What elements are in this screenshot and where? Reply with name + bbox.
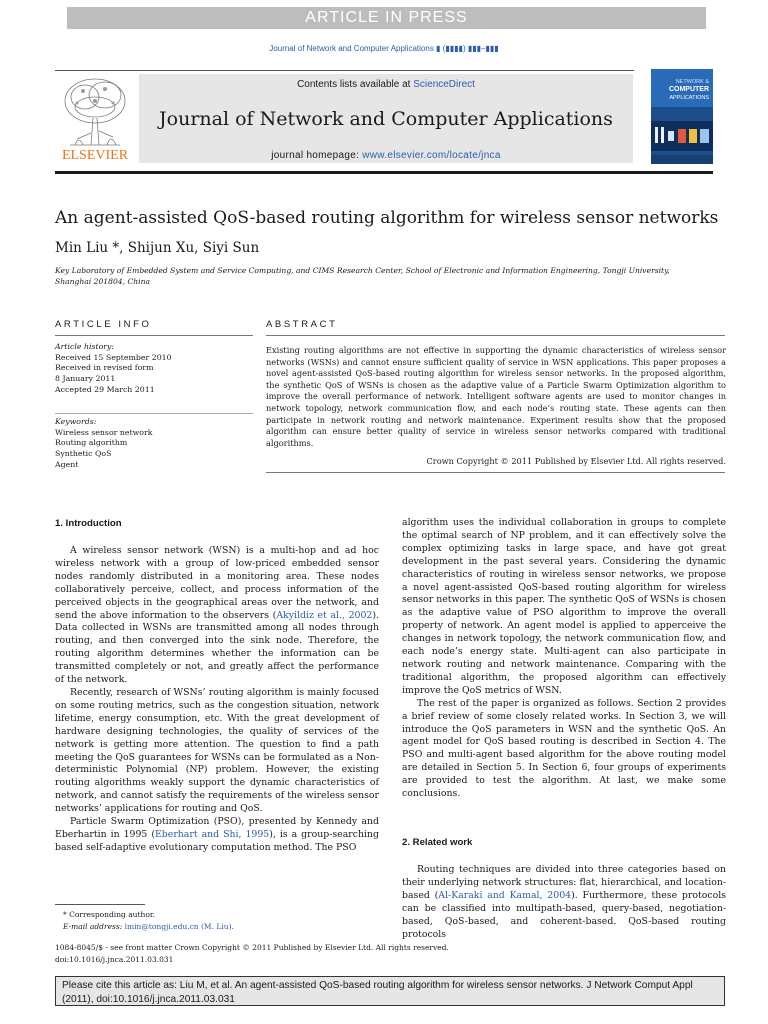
right-column-body: [402, 517, 726, 801]
abstract-bottom-rule: [266, 472, 725, 473]
header-top-rule: [55, 70, 634, 71]
article-history: [55, 342, 250, 396]
related-work-body: [402, 864, 726, 941]
header-bottom-rule: [55, 171, 713, 174]
history-item: Received 15 September 2010: [55, 352, 172, 362]
article-keywords: [55, 417, 250, 471]
history-label: Article history:: [55, 342, 115, 351]
paragraph: Routing techniques are divided into three categories based on their underlying network structures: flat, hierarchical, and location-based (Al-Karaki and Kamal, 2004). Furthermore, these protocols can be classified into multipath-based, query-based, negotiation-based, QoS-based, and coherent-based. QoS-based routing protocols: [402, 864, 726, 940]
history-item: Accepted 29 March 2011: [55, 384, 155, 394]
abstract-copyright: Crown Copyright © 2011 Published by Elsevier Ltd. All rights reserved.: [426, 456, 726, 466]
article-in-press-banner: ARTICLE IN PRESS: [67, 7, 706, 29]
article-info-heading: ARTICLE INFO: [55, 319, 152, 330]
journal-cover-art: [651, 69, 713, 164]
footnote: [55, 909, 355, 932]
affiliation-line: Key Laboratory of Embedded System and Service Computing, and CIMS Research Center, School of Electronic and Information Engineering, Tongji University,: [55, 266, 670, 275]
corresponding-author-note: * Corresponding author.: [63, 910, 156, 919]
left-column-body: [55, 545, 379, 855]
paragraph: Recently, research of WSNs’ routing algorithm is mainly focused on some routing metrics, such as the congestion situation, network lifetime, energy consumption, etc. With the great development of hardware designing technologies, the quality of services of the network is getting more attention. The question to find a path meeting the QoS guarantees for WSNs can be formulated as a Non-deterministic Polynomial (NP) problem. However, the existing routing algorithms weakly support the dynamic characteristics of network, and cannot satisfy the requirements of the wireless sensor networks’ applications for routing and QoS.: [55, 686, 379, 815]
article-authors: Min Liu *, Shijun Xu, Siyi Sun: [55, 240, 260, 256]
section-heading-related-work: 2. Related work: [402, 837, 473, 848]
front-matter: [55, 942, 555, 965]
keyword-item: Wireless sensor network: [55, 427, 153, 437]
cite-this-article-box: Please cite this article as: Liu M, et al. An agent-assisted QoS-based routing algorithm for wireless sensor networks. J Network Comput Appl (2011), doi:10.1016/j.jnca.2011.03.031: [55, 976, 725, 1006]
citation-link[interactable]: Eberhart and Shi, 1995: [154, 828, 270, 840]
citation-link[interactable]: Akyildiz et al., 2002: [276, 609, 373, 621]
homepage-link[interactable]: www.elsevier.com/locate/jnca: [362, 150, 501, 161]
keyword-item: Routing algorithm: [55, 438, 128, 448]
history-item: Received in revised form: [55, 363, 154, 373]
svg-text:APPLICATIONS: APPLICATIONS: [669, 95, 709, 101]
front-matter-line: 1084-8045/$ - see front matter Crown Copyright © 2011 Published by Elsevier Ltd. All rights reserved.: [55, 943, 449, 952]
abstract-rule: [266, 335, 725, 336]
keyword-item: Synthetic QoS: [55, 449, 112, 459]
svg-text:ELSEVIER: ELSEVIER: [61, 148, 129, 163]
doi-line: doi:10.1016/j.jnca.2011.03.031: [55, 954, 174, 964]
affiliation-line: Shanghai 201804, China: [55, 277, 150, 286]
email-link[interactable]: lmin@tongji.edu.cn (M. Liu).: [122, 921, 234, 931]
section-heading-introduction: 1. Introduction: [55, 518, 122, 529]
article-info-rule: [55, 335, 253, 336]
footnote-rule: [55, 904, 145, 905]
sciencedirect-link[interactable]: ScienceDirect: [413, 79, 475, 90]
history-item: 8 January 2011: [55, 374, 116, 384]
author-affiliation: [55, 265, 695, 287]
keywords-rule: [55, 413, 253, 414]
abstract-heading: ABSTRACT: [266, 319, 338, 330]
contents-prefix: Contents lists available at: [297, 79, 414, 90]
contents-line: [139, 79, 633, 90]
paragraph: The rest of the paper is organized as follows. Section 2 provides a brief review of some closely related works. In Section 3, we will introduce the QoS parameters in WSN and the synthetic QoS. An agent model for QoS based routing is described in Section 4. The PSO and multi-agent based algorithm for the above routing model are detailed in Section 5. In Section 6, four groups of experiments are provided to test the algorithm. At last, we make some conclusions.: [402, 697, 726, 800]
svg-text:COMPUTER: COMPUTER: [668, 86, 709, 93]
article-title: An agent-assisted QoS-based routing algorithm for wireless sensor networks: [55, 208, 719, 228]
email-note: E-mail address: lmin@tongji.edu.cn (M. Liu).: [63, 921, 234, 931]
elsevier-tree-icon: [55, 73, 135, 163]
keyword-item: Agent: [55, 459, 79, 469]
journal-homepage-line: [139, 150, 633, 161]
journal-citation-link[interactable]: Journal of Network and Computer Applications ▮ (▮▮▮▮) ▮▮▮–▮▮▮: [269, 44, 499, 53]
journal-title: Journal of Network and Computer Applications: [159, 108, 613, 130]
keywords-label: Keywords:: [55, 417, 97, 426]
paragraph: algorithm uses the individual collaboration in groups to complete the optimal search of NP problem, and it can effectively solve the complex optimizing tasks in large space, and have got great development in the past several years. Considering the dynamic characteristics of routing in wireless sensor networks, we propose a novel agent-assisted QoS-based routing algorithm for wireless sensor networks in this paper. The synthetic QoS of WSNs is chosen as the adaptive value of PSO algorithm to improve the overall property of network. An agent model is applied to apperceive the changes in network topology, the network communication flow, and each node’s energy state. Multi-agent can also participate in network routing and network maintenance. Comparing with the traditional algorithm, the proposed algorithm can effectively improve the QoS metrics of WSN.: [402, 517, 726, 696]
citation-link[interactable]: Al-Karaki and Kamal, 2004: [438, 889, 572, 901]
elsevier-logo[interactable]: [55, 73, 135, 163]
abstract-text: Existing routing algorithms are not effective in supporting the dynamic characteristics of wireless sensor networks (WSNs) and cannot ensure sufficient quality of service in WSN applications. This paper proposes a novel agent-assisted QoS-based routing algorithm for wireless sensor networks. In the proposed algorithm, the synthetic QoS of WSNs is chosen as the adaptive value of a Particle Swarm Optimization algorithm to improve the overall performance of network. Intelligent software agents are used to monitor changes in network topology, network communication flow, and each node’s routing state. These agents can then participate in network routing and network maintenance. Experiment results show that the proposed algorithm can ensure better quality of service in wireless sensor networks compared with traditional algorithms.: [266, 345, 726, 448]
journal-cover-image[interactable]: [651, 69, 713, 164]
svg-text:NETWORK &: NETWORK &: [675, 79, 709, 85]
paragraph: Particle Swarm Optimization (PSO), presented by Kennedy and Eberhartin in 1995 (Eberhart and Shi, 1995), is a group-searching based self-adaptive evolutionary computation method. The PSO: [55, 816, 379, 853]
homepage-prefix: journal homepage:: [271, 150, 363, 161]
paragraph: A wireless sensor network (WSN) is a multi-hop and ad hoc wireless network with a group of low-priced embedded sensor nodes randomly distributed in a monitoring area. These nodes collaboratively perceive, collect, and process information of the perceived objects in the geographical areas over the network, and send the above information to the observers (Akyildiz et al., 2002). Data collected in WSNs are transmitted among all nodes through routing, and then converged into the sink node. Therefore, the routing algorithm determines whether the information can be transmitted completely or not, and greatly affect the performance of the network.: [55, 545, 379, 686]
